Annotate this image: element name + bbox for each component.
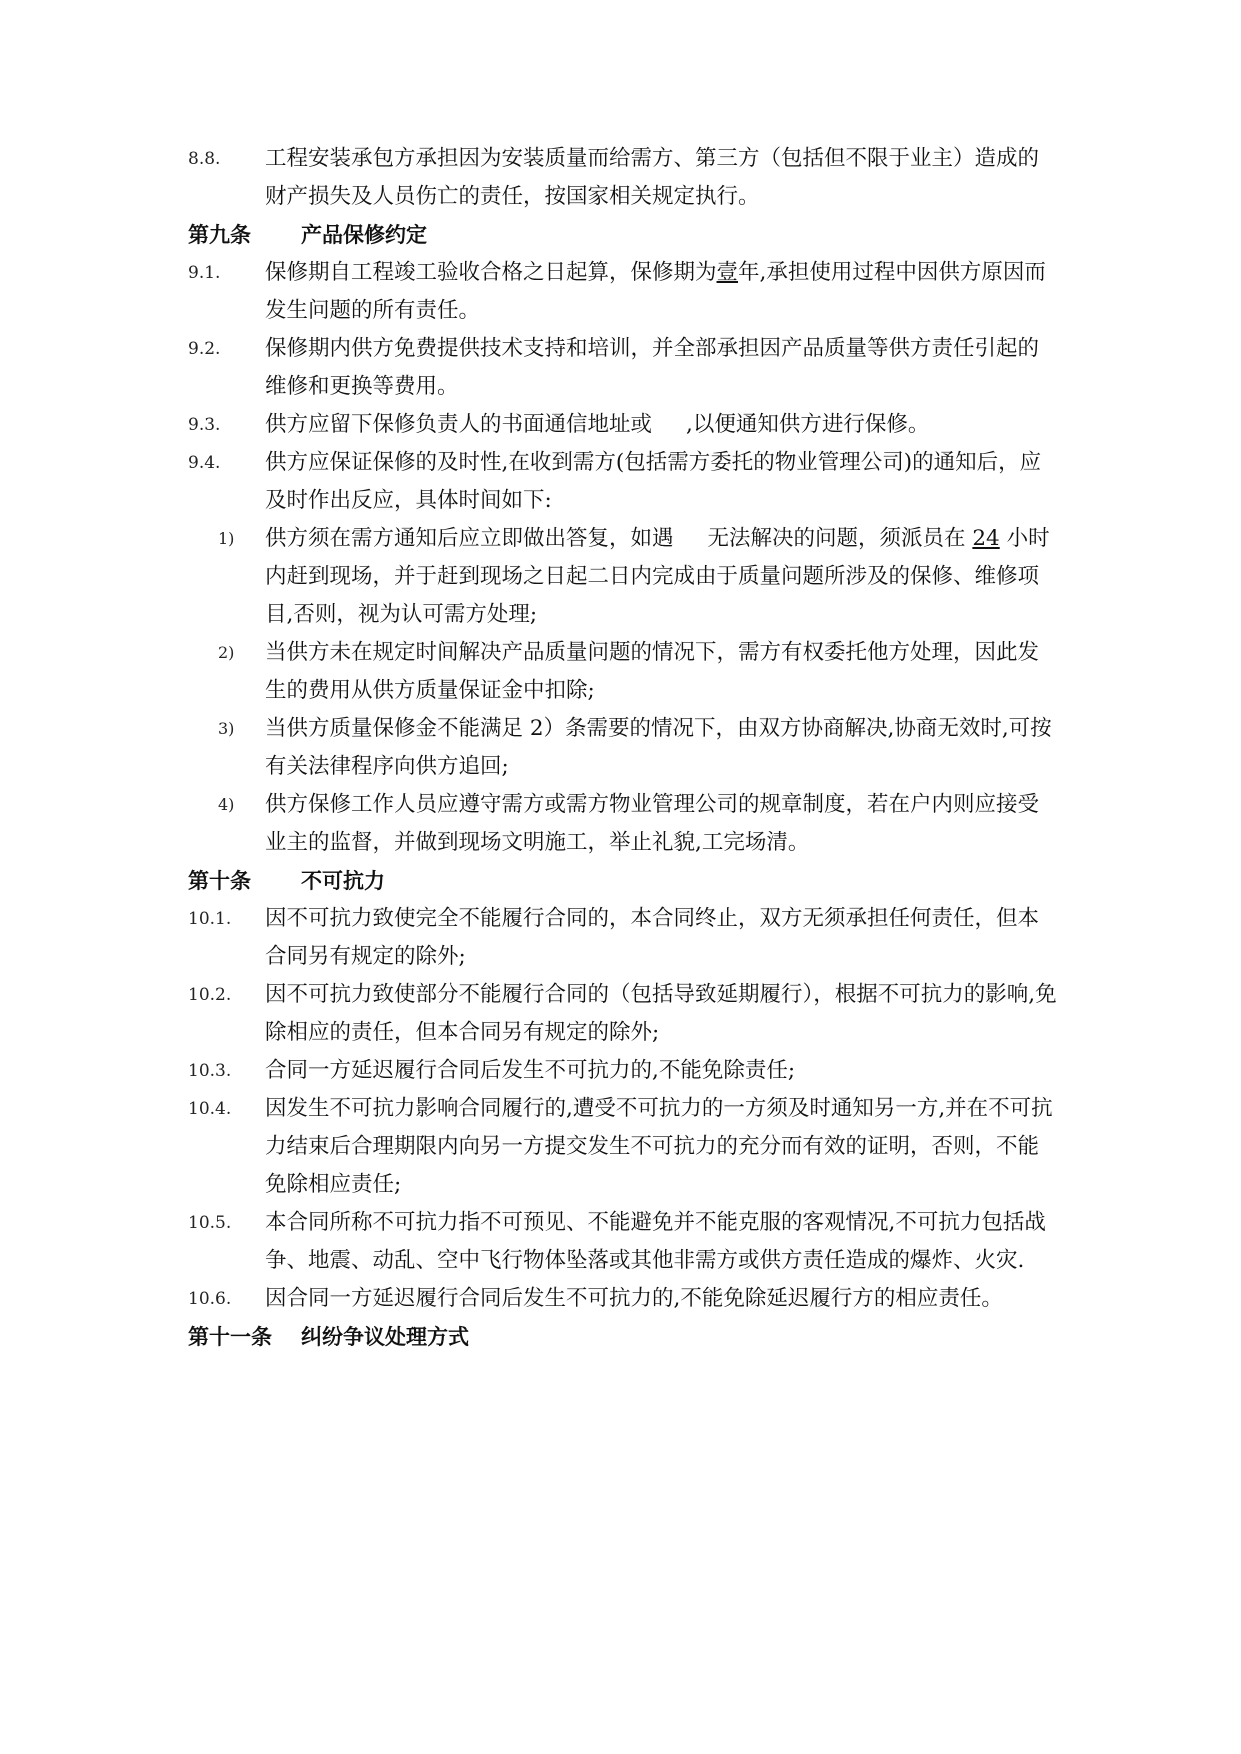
clause-number: 10.2. [188, 985, 232, 1005]
article-heading-11 [188, 1318, 1058, 1356]
document-body [188, 140, 1058, 1356]
clause-9-3 [188, 406, 1058, 444]
clause-number: 10.4. [188, 1099, 232, 1119]
subclause-1 [188, 520, 1058, 634]
subclause-text: 供方保修工作人员应遵守需方或需方物业管理公司的规章制度，若在户内则应接受业主的监督，并做到现场文明施工，举止礼貌,工完场清。 [265, 792, 1040, 855]
article-title: 不可抗力 [301, 869, 385, 893]
subclause-text: 当供方未在规定时间解决产品质量问题的情况下，需方有权委托他方处理，因此发生的费用从供方质量保证金中扣除; [265, 640, 1040, 703]
clause-10-6 [188, 1280, 1058, 1318]
article-title: 产品保修约定 [301, 223, 427, 247]
clause-text [265, 406, 1058, 444]
clause-text: 工程安装承包方承担因为安装质量而给需方、第三方（包括但不限于业主）造成的财产损失及人员伤亡的责任，按国家相关规定执行。 [265, 146, 1040, 209]
clause-10-1 [188, 900, 1058, 976]
subclause-3 [188, 710, 1058, 786]
clause-10-5 [188, 1204, 1058, 1280]
article-title: 纠纷争议处理方式 [301, 1325, 469, 1349]
clause-text-part: 供方应留下保修负责人的书面通信地址或 [265, 412, 653, 437]
clause-text-part: 年,承担使用过程中因供方原因而发生问题的所有责任。 [265, 260, 1046, 323]
clause-text: 合同一方延迟履行合同后发生不可抗力的,不能免除责任; [265, 1058, 796, 1083]
article-number: 第十一条 [188, 1325, 272, 1349]
clause-text-part: 供方须在需方通知后应立即做出答复，如遇 [265, 526, 674, 551]
clause-text: 保修期内供方免费提供技术支持和培训，并全部承担因产品质量等供方责任引起的维修和更换等费用。 [265, 336, 1040, 399]
clause-10-3 [188, 1052, 1058, 1090]
clause-10-2 [188, 976, 1058, 1052]
response-hours-value: 24 [972, 526, 1000, 551]
subclause-4 [188, 786, 1058, 862]
clause-10-4 [188, 1090, 1058, 1204]
clause-number: 10.1. [188, 909, 232, 929]
subclause-number: 1) [218, 529, 235, 548]
clause-number: 9.1. [188, 263, 221, 283]
subclause-text: 当供方质量保修金不能满足 2）条需要的情况下，由双方协商解决,协商无效时,可按有关法律程序向供方追回; [265, 716, 1052, 779]
clause-text: 供方应保证保修的及时性,在收到需方(包括需方委托的物业管理公司)的通知后，应及时作出反应，具体时间如下: [265, 450, 1042, 513]
subclause-text [265, 520, 1058, 634]
subclause-number: 2) [218, 643, 235, 662]
subclause-number: 4) [218, 795, 235, 814]
article-heading-10 [188, 862, 1058, 900]
subclause-2 [188, 634, 1058, 710]
article-heading-9 [188, 216, 1058, 254]
clause-text [265, 254, 1058, 330]
clause-9-4 [188, 444, 1058, 520]
clause-9-1 [188, 254, 1058, 330]
clause-number: 10.6. [188, 1289, 232, 1309]
clause-number: 8.8. [188, 149, 221, 169]
clause-9-2 [188, 330, 1058, 406]
clause-number: 10.3. [188, 1061, 232, 1081]
warranty-period-value: 壹 [716, 260, 739, 285]
clause-text: 因不可抗力致使部分不能履行合同的（包括导致延期履行），根据不可抗力的影响,免除相应的责任，但本合同另有规定的除外; [265, 982, 1057, 1045]
article-number: 第九条 [188, 223, 251, 247]
clause-number: 9.4. [188, 453, 221, 473]
clause-text: 因合同一方延迟履行合同后发生不可抗力的,不能免除延迟履行方的相应责任。 [265, 1286, 1003, 1311]
clause-text-part: 保修期自工程竣工验收合格之日起算，保修期为 [265, 260, 717, 285]
clause-number: 9.2. [188, 339, 221, 359]
subclause-number: 3) [218, 719, 235, 738]
clause-text: 本合同所称不可抗力指不可预见、不能避免并不能克服的客观情况,不可抗力包括战争、地震、动乱、空中飞行物体坠落或其他非需方或供方责任造成的爆炸、火灾. [265, 1210, 1046, 1273]
clause-text-part: 无法解决的问题，须派员在 [707, 526, 966, 551]
clause-text-part: ,以便通知供方进行保修。 [686, 412, 930, 437]
clause-8-8 [188, 140, 1058, 216]
clause-number: 10.5. [188, 1213, 232, 1233]
clause-text: 因不可抗力致使完全不能履行合同的，本合同终止，双方无须承担任何责任，但本合同另有规定的除外; [265, 906, 1040, 969]
clause-text: 因发生不可抗力影响合同履行的,遭受不可抗力的一方须及时通知另一方,并在不可抗力结束后合理期限内向另一方提交发生不可抗力的充分而有效的证明，否则，不能免除相应责任; [265, 1096, 1053, 1197]
clause-text-part: 小时内赶到现场，并于赶到现场之日起二日内完成由于质量问题所涉及的保修、维修项目,否则，视为认可需方处理; [265, 526, 1050, 627]
clause-number: 9.3. [188, 415, 221, 435]
article-number: 第十条 [188, 869, 251, 893]
